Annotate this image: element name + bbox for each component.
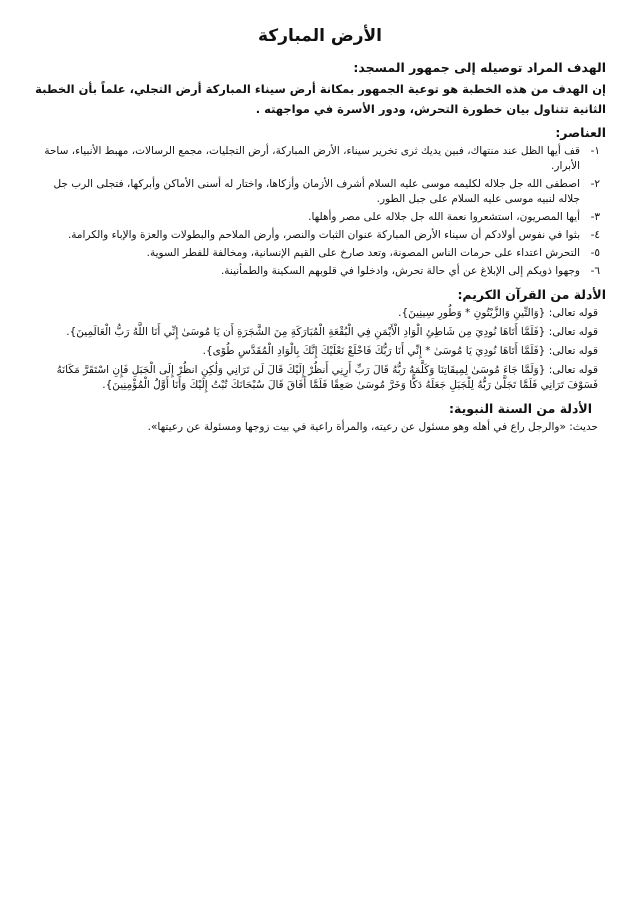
- quran-verse: قوله تعالى: {فَلَمَّا أَتَاهَا نُودِيَ يَا مُوسَىٰ * إِنِّي أَنَا رَبُّكَ فَاخْلَعْ نَعْلَيْكَ إِنَّكَ بِالْوَادِ الْمُقَدَّسِ طُوًى}.: [202, 345, 598, 357]
- list-item: [34, 210, 606, 225]
- item-number: ٣-: [590, 211, 600, 223]
- hadith-text: حديث: «والرجل راع في أهله وهو مسئول عن رعيته، والمرأة راعية في بيت زوجها ومسئولة عن رعيتها».: [147, 421, 598, 433]
- item-number: ٤-: [590, 229, 600, 241]
- item-text: بثوا في نفوس أولادكم أن سيناء الأرض المباركة عنوان الثبات والنصر، وأرض الملاحم والبطولات والعزة والإباء والكرامة.: [67, 229, 580, 241]
- list-item: [34, 246, 606, 261]
- list-item: [34, 177, 606, 207]
- item-number: ١-: [590, 145, 600, 157]
- list-item: [34, 264, 606, 279]
- list-item: [34, 228, 606, 243]
- elements-heading: العناصر:: [555, 125, 606, 140]
- quran-heading: الأدلة من القرآن الكريم:: [457, 287, 606, 302]
- sunnah-heading: الأدلة من السنة النبوية:: [449, 401, 592, 416]
- page-title: الأرض المباركة: [258, 26, 382, 46]
- item-text: التحرش اعتداء على حرمات الناس المصونة، وتعد صارخ على القيم الإنسانية، ومخالفة للفطر السوية.: [146, 247, 580, 259]
- quran-verse: قوله تعالى: {فَلَمَّا أَتَاهَا نُودِيَ مِن شَاطِئِ الْوَادِ الْأَيْمَنِ فِي الْبُقْعَةِ الْمُبَارَكَةِ مِنَ الشَّجَرَةِ أَن يَا مُوسَىٰ إِنِّي أَنَا اللَّهُ رَبُّ الْعَالَمِينَ}.: [66, 326, 598, 338]
- list-item: [34, 144, 606, 174]
- item-text: أيها المصريون، استشعروا نعمة الله جل جلاله على مصر وأهلها.: [308, 211, 580, 223]
- quran-verse: قوله تعالى: {وَلَمَّا جَاءَ مُوسَىٰ لِمِيقَاتِنَا وَكَلَّمَهُ رَبُّهُ قَالَ رَبِّ أَرِنِي أَنظُرْ إِلَيْكَ قَالَ لَن تَرَانِي وَلَٰكِنِ انظُرْ إِلَى الْجَبَلِ فَإِنِ اسْتَقَرَّ مَكَانَهُ فَسَوْفَ تَرَانِي فَلَمَّا تَجَلَّىٰ رَبُّهُ لِلْجَبَلِ جَعَلَهُ دَكًّا وَخَرَّ مُوسَىٰ صَعِقًا فَلَمَّا أَفَاقَ قَالَ سُبْحَانَكَ تُبْتُ إِلَيْكَ وَأَنَا أَوَّلُ الْمُؤْمِنِينَ}.: [56, 364, 598, 391]
- goal-heading: الهدف المراد توصيله إلى جمهور المسجد:: [353, 60, 606, 75]
- goal-text: إن الهدف من هذه الخطبة هو توعية الجمهور بمكانة أرض سيناء المباركة أرض التجلي، علماً بأن الخطبة الثانية تتناول بيان خطورة التحرش، ودور الأسرة في مواجهته .: [35, 82, 606, 116]
- item-number: ٢-: [590, 178, 600, 190]
- elements-list: [34, 144, 606, 279]
- item-text: قف أيها الظل عند منتهاك، فبين يديك ثرى تخرير سيناء، الأرض المباركة، أرض التجليات، مجمع الرسالات، مهبط الأنبياء، ساحة الأبرار.: [44, 145, 580, 172]
- item-text: وجهوا ذويكم إلى الإبلاغ عن أي حالة تحرش، وادخلوا في قلوبهم السكينة والطمأنينة.: [220, 265, 580, 277]
- quran-verse: قوله تعالى: {وَالتِّينِ وَالزَّيْتُونِ * وَطُورِ سِينِينَ}.: [398, 307, 598, 319]
- item-number: ٦-: [590, 265, 600, 277]
- item-number: ٥-: [590, 247, 600, 259]
- item-text: اصطفى الله جل جلاله لكليمه موسى عليه السلام أشرف الأزمان وأزكاها، واختار له أسنى الأماكن وأبركها، فتجلى الرب جل جلاله لنبيه موسى عليه السلام على جبل الطور.: [53, 178, 580, 205]
